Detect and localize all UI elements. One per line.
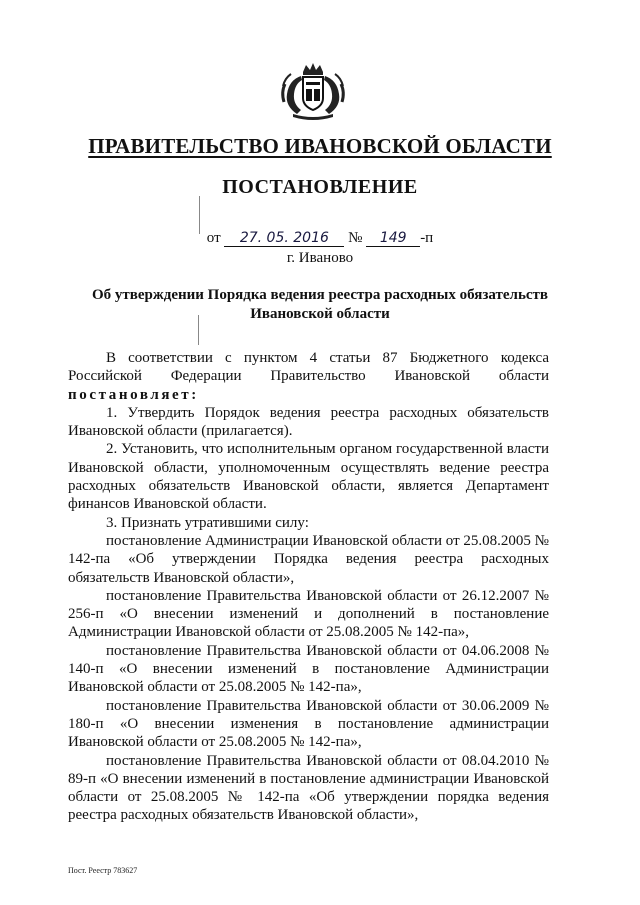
document-body bbox=[68, 349, 549, 825]
item-2: 2. Установить, что исполнительным органом государственной власти Ивановской области, уполномоченным осуществлять ведение реестра расходных обязательств Ивановской области, является Департамент финансов Ивановской области. bbox=[68, 441, 549, 513]
repealed-act: постановление Правительства Ивановской области от 08.04.2010 № 89-п «О внесении изменений в постановление администрации Ивановской области от 25.08.2005 № 142-па «Об утверждении порядка ведения реестра расходных обязательств Ивановской области», bbox=[68, 752, 549, 824]
margin-mark bbox=[199, 196, 200, 234]
intro-paragraph bbox=[68, 349, 549, 404]
subject-line-1: Об утверждении Порядка ведения реестра расходных обязательств bbox=[91, 287, 549, 303]
intro-text: В соответствии с пунктом 4 статьи 87 Бюджетного кодекса Российской Федерации Правительство Ивановской области bbox=[68, 350, 549, 385]
coat-of-arms-icon bbox=[275, 62, 351, 120]
item-3: 3. Признать утратившими силу: bbox=[106, 514, 309, 531]
from-label: от bbox=[206, 230, 221, 246]
repealed-act: постановление Правительства Ивановской области от 30.06.2009 № 180-п «О внесении изменения в постановление администрации Ивановской области от 25.08.2005 № 142-па», bbox=[68, 697, 549, 751]
subject-line-2: Ивановской области bbox=[250, 306, 390, 322]
number-label: № bbox=[348, 230, 363, 246]
document-type: ПОСТАНОВЛЕНИЕ bbox=[222, 176, 418, 198]
repealed-act: постановление Правительства Ивановской области от 26.12.2007 № 256-п «О внесении изменений и дополнений в постановление Администрации Ивановской области от 25.08.2005 № 142-па», bbox=[68, 587, 549, 641]
margin-mark bbox=[198, 315, 199, 345]
government-title: ПРАВИТЕЛЬСТВО ИВАНОВСКОЙ ОБЛАСТИ bbox=[88, 134, 552, 158]
handwritten-date: 27. 05. 2016 bbox=[224, 231, 344, 247]
registry-footer: Пост. Реестр 783627 bbox=[68, 866, 138, 875]
registration-line bbox=[0, 230, 640, 247]
item-1: 1. Утвердить Порядок ведения реестра расходных обязательств Ивановской области (прилагается). bbox=[68, 404, 549, 440]
document-subject bbox=[70, 286, 570, 324]
number-suffix: -п bbox=[420, 230, 434, 246]
repealed-act: постановление Правительства Ивановской области от 04.06.2008 № 140-п «О внесении изменений в постановление Администрации Ивановской области от 25.08.2005 № 142-па», bbox=[68, 642, 549, 696]
handwritten-number: 149 bbox=[366, 231, 420, 247]
city: г. Иваново bbox=[286, 250, 354, 266]
decrees-word: постановляет: bbox=[68, 386, 199, 403]
repealed-act: постановление Администрации Ивановской области от 25.08.2005 № 142-па «Об утверждении Порядка ведения реестра расходных обязательств Ивановской области», bbox=[68, 532, 549, 586]
